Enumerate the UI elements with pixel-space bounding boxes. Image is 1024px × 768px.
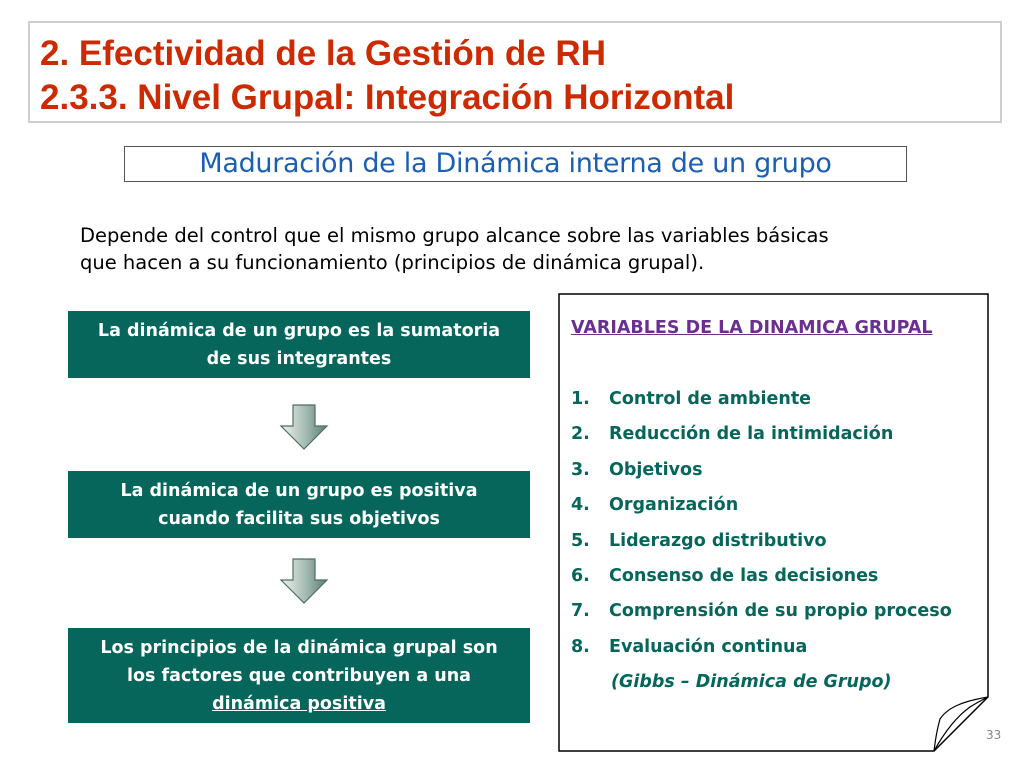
page-number: 33	[986, 728, 1002, 742]
flow-box-1	[68, 311, 530, 378]
list-item	[571, 488, 952, 523]
flow-box-3-line-3: dinámica positiva	[212, 693, 386, 714]
list-item	[571, 453, 952, 488]
flow-box-2-line-2: cuando facilita sus objetivos	[158, 508, 440, 529]
intro-text	[80, 222, 980, 276]
flow-box-2-line-1: La dinámica de un grupo es positiva	[120, 480, 478, 501]
flow-box-3-line-2: los factores que contribuyen a una	[127, 665, 471, 686]
flow-box-1-line-1: La dinámica de un grupo es la sumatoria	[97, 320, 501, 341]
flow-box-1-line-2: de sus integrantes	[206, 348, 392, 369]
list-item-label: Objetivos	[609, 459, 703, 480]
list-item	[571, 524, 952, 559]
list-item-label: Organización	[609, 495, 739, 516]
subtitle: Maduración de la Dinámica interna de un grupo	[199, 148, 832, 179]
flow-box-2	[68, 471, 530, 538]
list-item	[571, 630, 952, 665]
variables-header: VARIABLES DE LA DINAMICA GRUPAL	[571, 318, 933, 338]
list-item-number: 5.	[571, 530, 590, 551]
list-item-number: 2.	[571, 424, 590, 445]
title-line-1: 2. Efectividad de la Gestión de RH	[40, 34, 606, 73]
list-item-number: 1.	[571, 389, 590, 409]
list-item-number: 7.	[571, 601, 590, 622]
intro-line-2: que hacen a su funcionamiento (principios de dinámica grupal).	[80, 251, 705, 274]
list-item	[571, 559, 952, 594]
list-item-label: Evaluación continua	[609, 636, 808, 657]
list-item-label: Consenso de las decisiones	[609, 565, 879, 586]
citation: (Gibbs – Dinámica de Grupo)	[611, 672, 892, 692]
list-item-label: Liderazgo distributivo	[609, 530, 827, 551]
subtitle-box	[124, 146, 907, 182]
down-arrow-icon	[279, 558, 329, 604]
title-box	[28, 21, 1002, 123]
title-line-2: 2.3.3. Nivel Grupal: Integración Horizontal	[40, 78, 735, 117]
list-item-label: Comprensión de su propio proceso	[609, 601, 952, 622]
flow-box-3-line-1: Los principios de la dinámica grupal son	[100, 637, 498, 658]
intro-line-1: Depende del control que el mismo grupo alcance sobre las variables básicas	[80, 224, 829, 247]
list-item	[571, 594, 952, 629]
list-item-label: Control de ambiente	[609, 389, 812, 409]
list-item-number: 4.	[571, 495, 590, 516]
list-item	[571, 417, 952, 452]
list-item-number: 6.	[571, 565, 590, 586]
list-item-number: 3.	[571, 459, 590, 480]
flow-box-3	[68, 628, 530, 723]
list-item	[571, 382, 952, 417]
list-item-label: Reducción de la intimidación	[609, 424, 894, 445]
variables-list	[571, 382, 952, 665]
down-arrow-icon	[279, 404, 329, 450]
list-item-number: 8.	[571, 636, 590, 657]
